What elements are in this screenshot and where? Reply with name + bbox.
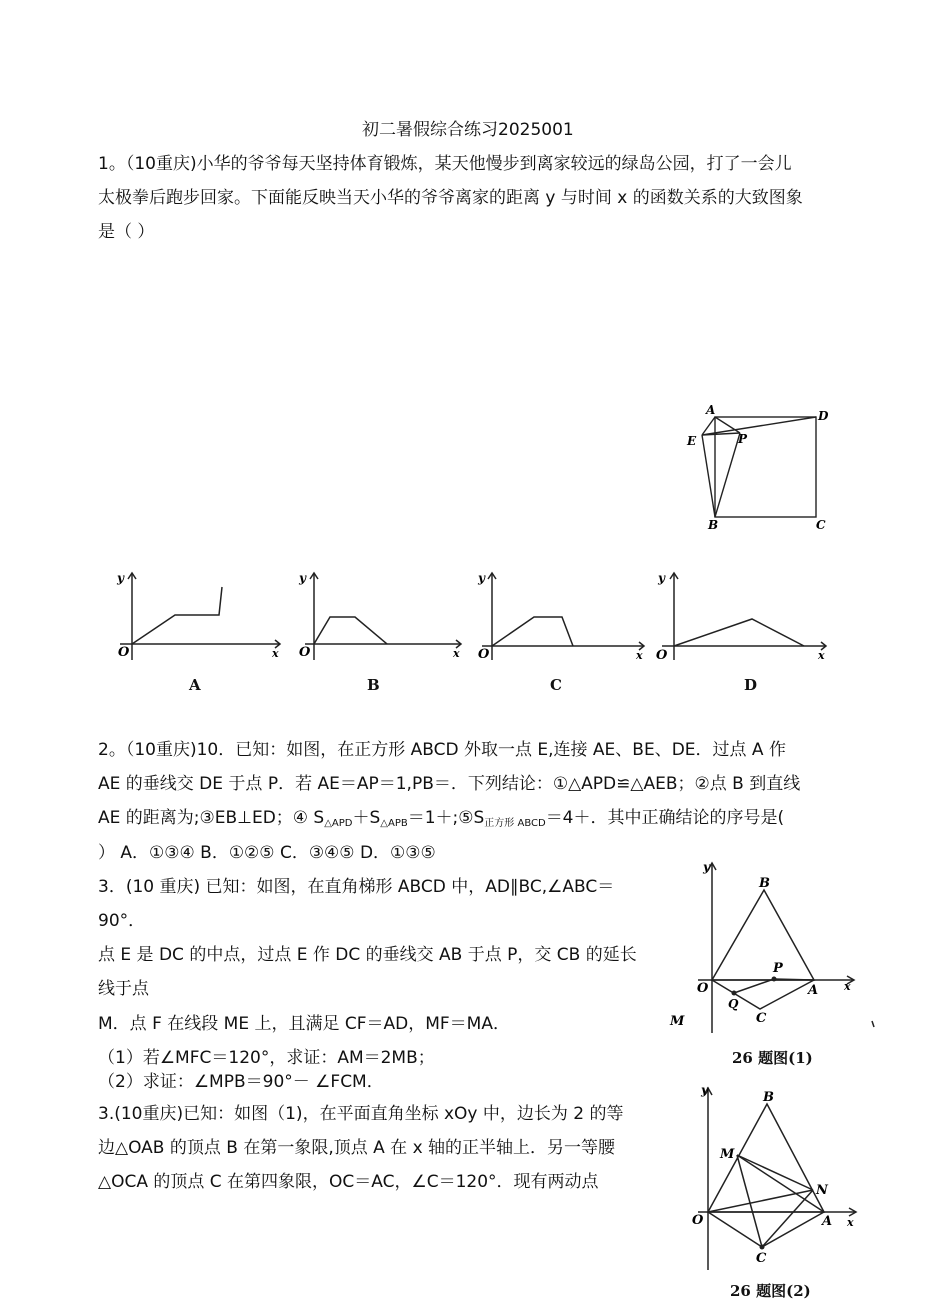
figure-26-2 (690, 1082, 860, 1272)
option-label-b: B (367, 676, 380, 694)
svg-text:O: O (299, 645, 311, 660)
point-label: P (738, 432, 748, 446)
svg-text:B: B (759, 876, 770, 891)
svg-text:y: y (478, 571, 485, 585)
q1-line-2: 太极拳后跑步回家。下面能反映当天小华的爷爷离家的距离 y 与时间 x 的函数关系的大致图象 (98, 188, 803, 208)
q3a-line-2: 90°． (98, 911, 146, 931)
svg-text:x: x (818, 649, 825, 662)
q2-options: ） A．①③④ B．①②⑤ C．③④⑤ D．①③⑤ (98, 843, 436, 863)
q1-line-1: 1。（10重庆)小华的爷爷每天坚持体育锻炼，某天他慢步到离家较远的绿岛公园，打了一会儿 (98, 154, 792, 174)
q3a-line-4: 线于点 (98, 979, 149, 999)
svg-text:C: C (756, 1251, 767, 1266)
q3a-line-3: 点 E 是 DC 的中点，过点 E 作 DC 的垂线交 AB 于点 P，交 CB 的延长 (98, 945, 637, 965)
q2-line-3: AE 的距离为;③EB⊥ED；④ $S_{\triangle APD}+S_{\triangle APB}=1+;⑤S_{正方形 ABCD}=4+$．其中正确结论的序号是( (98, 808, 785, 829)
option-graph-b (295, 565, 470, 665)
svg-text:O: O (656, 648, 668, 663)
svg-text:y: y (117, 571, 124, 585)
q3a-line-5: M．点 F 在线段 ME 上，且满足 CF＝AD，MF＝MA． (98, 1014, 510, 1034)
figure-26-1 (668, 855, 883, 1040)
svg-text:B: B (763, 1090, 774, 1105)
q3b-line-3: △OCA 的顶点 C 在第四象限，OC＝AC，∠C＝120°．现有两动点 (98, 1172, 599, 1192)
option-label-c: C (550, 676, 562, 694)
q3b-line-2: 边△OAB 的顶点 B 在第一象限,顶点 A 在 x 轴的正半轴上．另一等腰 (98, 1138, 616, 1158)
svg-text:y: y (701, 1083, 708, 1097)
svg-text:x: x (453, 647, 460, 660)
option-label-d: D (744, 676, 758, 694)
point-label: E (687, 434, 697, 448)
svg-text:O: O (692, 1213, 704, 1228)
point-label: B (708, 518, 719, 532)
point-label: A (706, 403, 716, 417)
q2-line-1: 2。（10重庆)10．已知：如图，在正方形 ABCD 外取一点 E,连接 AE、BE、DE．过点 A 作 (98, 740, 786, 760)
svg-text:M: M (670, 1014, 685, 1029)
svg-text:A: A (808, 983, 819, 998)
square-abcd-figure (680, 400, 840, 535)
point-label: D (818, 409, 829, 423)
option-graph-a (110, 565, 290, 665)
svg-text:A: A (822, 1214, 833, 1229)
svg-text:x: x (847, 1216, 854, 1229)
option-label-a: A (189, 676, 201, 694)
document-title: 初二暑假综合练习2025001 (362, 120, 574, 140)
svg-text:y: y (703, 860, 710, 874)
svg-text:x: x (844, 980, 851, 993)
q3a-line-1: 3．(10 重庆) 已知：如图，在直角梯形 ABCD 中，AD∥BC,∠ABC＝ (98, 877, 615, 897)
svg-text:O: O (478, 647, 490, 662)
svg-text:C: C (756, 1011, 767, 1026)
svg-text:P: P (773, 961, 783, 976)
svg-text:x: x (636, 649, 643, 662)
svg-text:N: N (816, 1183, 828, 1198)
svg-text:y: y (299, 571, 306, 585)
q2-line-2: AE 的垂线交 DE 于点 P．若 AE＝AP＝1,PB＝．下列结论：①△APD≌△AEB；②点 B 到直线 (98, 774, 801, 794)
svg-text:O: O (697, 981, 709, 996)
option-graph-c (474, 565, 654, 665)
point-label: C (816, 518, 826, 532)
q3b-line-1: 3.(10重庆)已知：如图（1)，在平面直角坐标 xOy 中，边长为 2 的等 (98, 1104, 624, 1124)
figure-26-1-caption: 26 题图(1) (732, 1049, 813, 1067)
q3a-item-2: （2）求证：∠MPB＝90°－ ∠FCM． (98, 1072, 384, 1092)
svg-text:x: x (272, 647, 279, 660)
svg-text:M: M (720, 1147, 735, 1162)
q1-line-3: 是（ ） (98, 222, 155, 242)
figure-26-2-caption: 26 题图(2) (730, 1282, 811, 1300)
svg-text:O: O (118, 645, 130, 660)
svg-text:y: y (658, 571, 665, 585)
q3a-item-1: （1）若∠MFC＝120°，求证：AM＝2MB； (98, 1048, 435, 1068)
svg-text:Q: Q (728, 997, 739, 1011)
option-graph-d (654, 565, 834, 665)
